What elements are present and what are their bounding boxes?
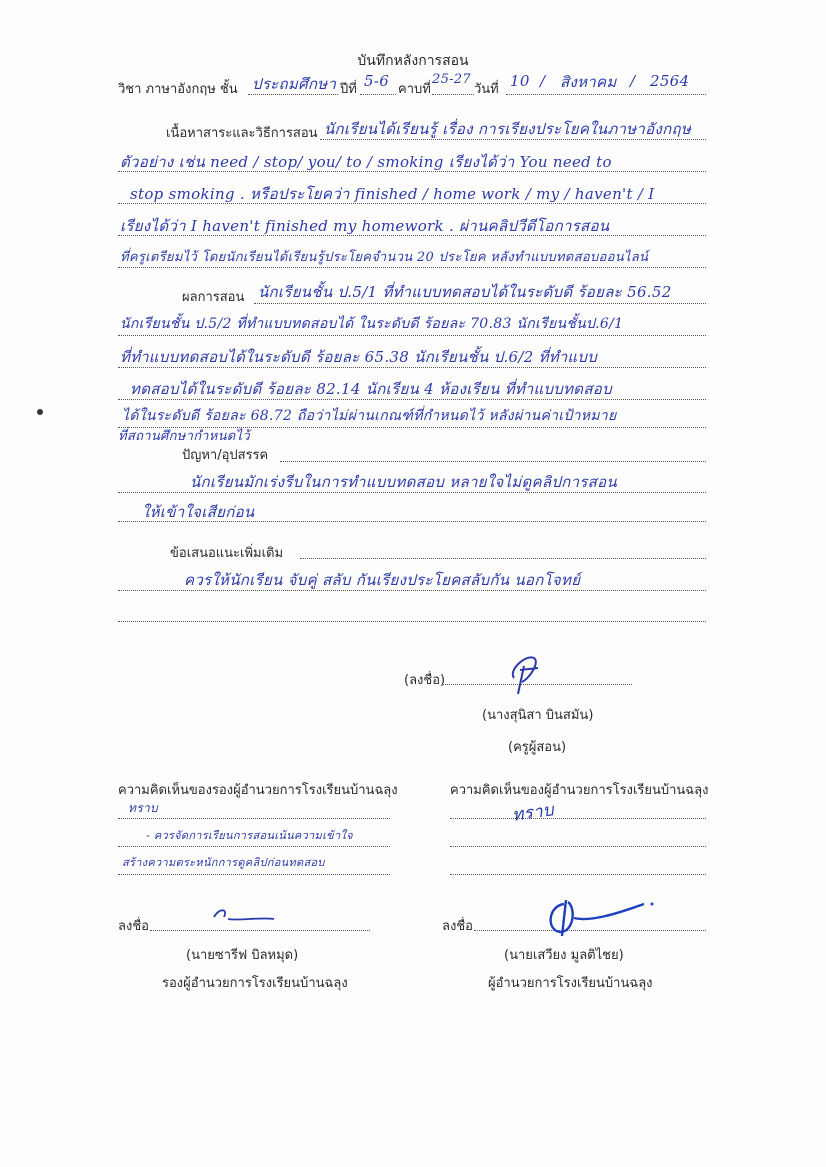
deputy-signature-mark	[210, 905, 280, 927]
deputy-role: รองผู้อำนวยการโรงเรียนบ้านฉลุง	[162, 976, 348, 991]
results-line-6: ที่สถานศึกษากำหนดไว้	[118, 429, 250, 444]
director-dotline-3	[450, 874, 706, 875]
deputy-comment-2: - ควรจัดการเรียนการสอนเน้นความเข้าใจ	[146, 829, 353, 842]
content-line-4: เรียงได้ว่า I haven't finished my homework . ผ่านคลิปวีดีโอการสอน	[120, 217, 610, 235]
results-line-4: ทดสอบได้ในระดับดี ร้อยละ 82.14 นักเรียน 4 ห้องเรียน ที่ทำแบบทดสอบ	[130, 380, 612, 398]
content-line-3: stop smoking . หรือประโยคว่า finished / home work / my / haven't / I	[130, 185, 655, 203]
period-line	[432, 94, 474, 95]
problems-line-2: ให้เข้าใจเสียก่อน	[142, 503, 255, 521]
director-sign-label: ลงชื่อ	[442, 919, 473, 934]
teacher-sign-label: (ลงชื่อ)	[404, 673, 446, 688]
results-label: ผลการสอน	[182, 290, 245, 305]
month-value: สิงหาคม	[560, 73, 617, 91]
problems-line-1: นักเรียนมักเร่งรีบในการทำแบบทดสอบ หลายใจไม่ดูคลิปการสอน	[190, 473, 617, 491]
director-name: (นายเสวียง มูลติไชย)	[504, 948, 624, 963]
year-value: 5-6	[364, 72, 390, 90]
results-line-3: ที่ทำแบบทดสอบได้ในระดับดี ร้อยละ 65.38 นักเรียนชั้น ป.6/2 ที่ทำแบบ	[120, 348, 598, 366]
results-line-2: นักเรียนชั้น ป.5/2 ที่ทำแบบทดสอบได้ ในระดับดี ร้อยละ 70.83 นักเรียนชั้นป.6/1	[120, 316, 624, 332]
deputy-dotline-3	[118, 874, 390, 875]
deputy-heading: ความคิดเห็นของรองผู้อำนวยการโรงเรียนบ้านฉลุง	[118, 783, 398, 798]
year-line	[360, 94, 396, 95]
period-label: คาบที่	[398, 82, 431, 97]
day-label: วันที่	[474, 82, 499, 97]
punch-hole-mark	[37, 409, 43, 415]
deputy-comment-1: ทราบ	[128, 801, 158, 815]
teacher-role: (ครูผู้สอน)	[508, 740, 567, 755]
deputy-sign-label: ลงชื่อ	[118, 919, 149, 934]
director-role: ผู้อำนวยการโรงเรียนบ้านฉลุง	[488, 976, 653, 991]
suggestions-label: ข้อเสนอแนะเพิ่มเติม	[170, 546, 284, 561]
deputy-sign-line	[150, 930, 370, 931]
document-title: บันทึกหลังการสอน	[357, 53, 469, 69]
results-line-1: นักเรียนชั้น ป.5/1 ที่ทำแบบทดสอบได้ในระดับดี ร้อยละ 56.52	[258, 283, 672, 301]
deputy-name: (นายซารีฟ บิลหมุด)	[186, 948, 299, 963]
director-comment-1: ทราบ	[510, 800, 556, 826]
year-be-value: 2564	[650, 72, 690, 90]
director-heading: ความคิดเห็นของผู้อำนวยการโรงเรียนบ้านฉลุง	[450, 783, 709, 798]
content-line-2: ตัวอย่าง เช่น need / stop/ you/ to / smoking เรียงได้ว่า You need to	[120, 153, 612, 171]
director-signature-mark	[540, 896, 660, 940]
problems-label: ปัญหา/อุปสรรค	[182, 448, 269, 463]
results-dotline-2	[118, 335, 706, 336]
deputy-dotline-2	[118, 846, 390, 847]
content-line-5: ที่ครูเตรียมไว้ โดยนักเรียนได้เรียนรู้ประโยคจำนวน 20 ประโยค หลังทำแบบทดสอบออนไลน์	[120, 250, 649, 265]
content-line-1: นักเรียนได้เรียนรู้ เรื่อง การเรียงประโยคในภาษาอังกฤษ	[324, 120, 692, 138]
class-value: ประถมศึกษา	[252, 75, 337, 93]
teacher-signature-mark	[500, 648, 550, 698]
director-dotline-1	[450, 818, 706, 819]
suggestions-dotline-1	[300, 558, 706, 559]
results-line-5: ได้ในระดับดี ร้อยละ 68.72 ถือว่าไม่ผ่านเกณฑ์ที่กำหนดไว้ หลังผ่านค่าเป้าหมาย	[122, 408, 617, 424]
content-label: เนื้อหาสาระและวิธีการสอน	[166, 126, 318, 141]
date-slash-2: /	[630, 72, 636, 90]
content-dotline-5	[118, 267, 706, 268]
deputy-dotline-1	[118, 818, 390, 819]
date-line	[506, 94, 706, 95]
year-label: ปีที่	[340, 82, 357, 97]
director-dotline-2	[450, 846, 706, 847]
suggestions-line-1: ควรให้นักเรียน จับคู่ สลับ กันเรียงประโยคสลับกัน นอกโจทย์	[184, 571, 581, 589]
suggestions-dotline-3	[118, 621, 706, 622]
teacher-name: (นางสุนิสา บินสมัน)	[482, 708, 594, 723]
deputy-comment-3: สร้างความตระหนักการดูคลิปก่อนทดสอบ	[122, 856, 325, 869]
period-value: 25-27	[432, 72, 471, 87]
date-slash-1: /	[540, 72, 546, 90]
subject-label: วิชา ภาษาอังกฤษ ชั้น	[118, 82, 238, 97]
day-value: 10	[510, 72, 530, 90]
problems-dotline-1	[280, 461, 706, 462]
